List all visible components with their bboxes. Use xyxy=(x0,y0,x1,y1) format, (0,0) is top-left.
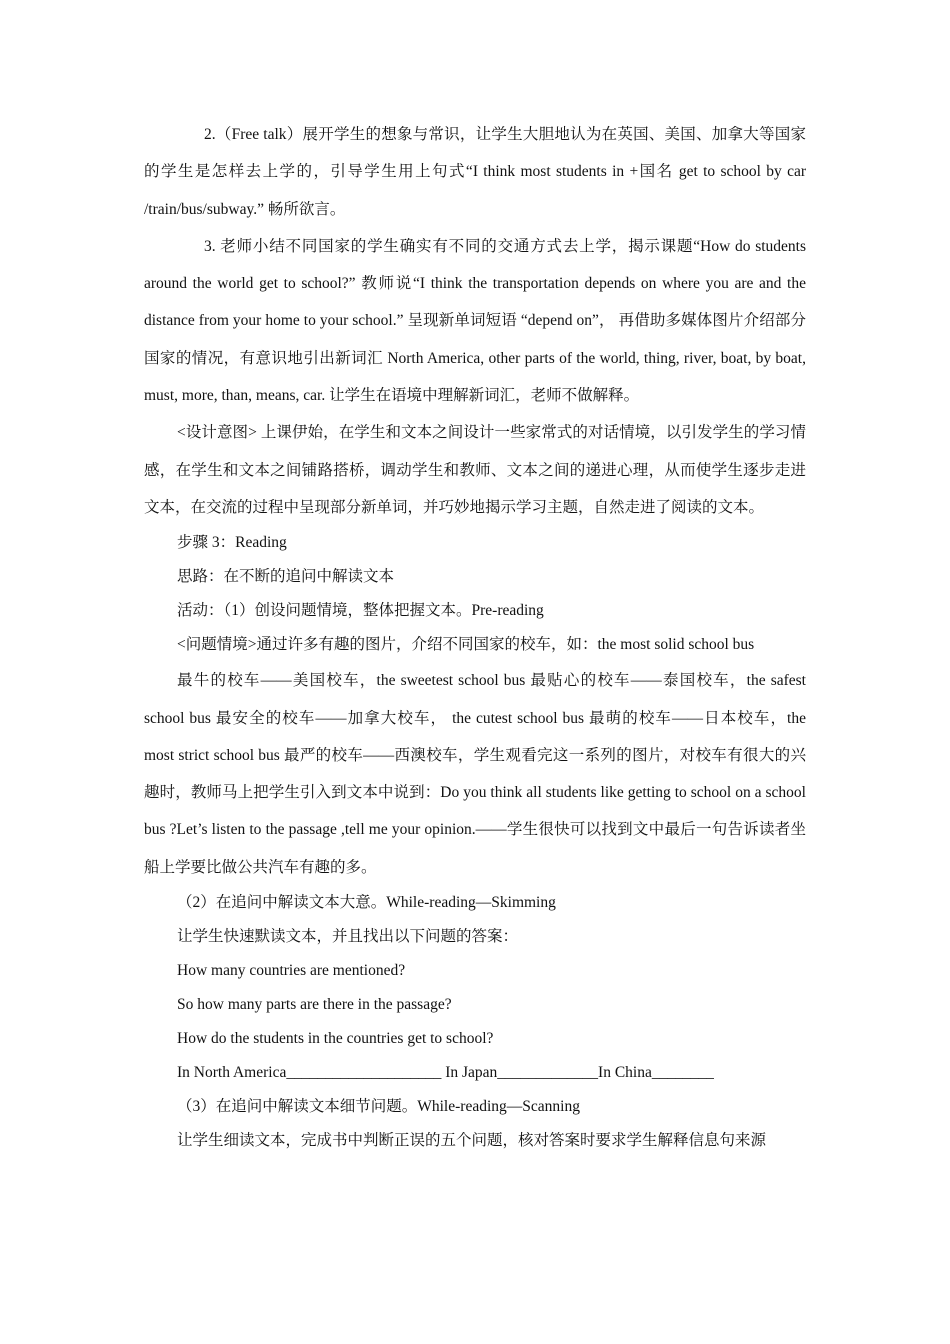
paragraph-design-intent: <设计意图> 上课伊始，在学生和文本之间设计一些家常式的对话情境，以引发学生的学习情感，在学生和文本之间铺路搭桥，调动学生和教师、文本之间的递进心理，从而使学生逐步走进文本，在交流的过程中呈现部分新单词，并巧妙地揭示学习主题，自然走进了阅读的文本。 xyxy=(144,424,806,516)
activity-pre-reading: 活动：（1）创设问题情境，整体把握文本。Pre-reading xyxy=(177,602,544,620)
question-countries: How many countries are mentioned? xyxy=(177,962,406,980)
activity-scanning: （3）在追问中解读文本细节问题。While-reading—Scanning xyxy=(177,1098,580,1116)
document-body xyxy=(144,116,806,1158)
paragraph-free-talk: 2.（Free talk）展开学生的想象与常识，让学生大胆地认为在英国、美国、加拿大等国家的学生是怎样去上学的，引导学生用上句式“I think most students in +国名 get to school by car /train/bus/subway.” 畅所欲言。 xyxy=(144,126,806,218)
step-3-heading: 步骤 3：Reading xyxy=(177,534,287,552)
answer-blanks: In North America____________________ In Japan_____________In China________ xyxy=(177,1064,714,1082)
approach-line: 思路：在不断的追问中解读文本 xyxy=(177,568,395,586)
skimming-instruction: 让学生快速默读文本，并且找出以下问题的答案： xyxy=(177,928,519,946)
activity-skimming: （2）在追问中解读文本大意。While-reading—Skimming xyxy=(177,894,556,912)
problem-situation-intro: <问题情境>通过许多有趣的图片，介绍不同国家的校车，如：the most solid school bus xyxy=(177,636,755,654)
question-transport: How do the students in the countries get to school? xyxy=(177,1030,494,1048)
paragraph-topic-reveal: 3. 老师小结不同国家的学生确实有不同的交通方式去上学，揭示课题“How do students around the world get to school?” 教师说“I think the transportation depends on where you are and the distance from your home to your school.” 呈现新单词短语 “depend on”， 再借助多媒体图片介绍部分国家的情况，有意识地引出新词汇 North America, other parts of the world, thing, river, boat, by boat, must, more, than, means, car. 让学生在语境中理解新词汇，老师不做解释。 xyxy=(144,237,806,405)
question-parts: So how many parts are there in the passage? xyxy=(177,996,452,1014)
paragraph-school-buses: 最牛的校车——美国校车，the sweetest school bus 最贴心的校车——泰国校车，the safest school bus 最安全的校车——加拿大校车， the cutest school bus 最萌的校车——日本校车，the most strict school bus 最严的校车——西澳校车，学生观看完这一系列的图片，对校车有很大的兴趣时，教师马上把学生引入到文本中说到：Do you think all students like getting to school on a school bus ?Let’s listen to the passage ,tell me your opinion.——学生很快可以找到文中最后一句告诉读者坐船上学要比做公共汽车有趣的多。 xyxy=(144,672,806,876)
scanning-instruction: 让学生细读文本，完成书中判断正误的五个问题，核对答案时要求学生解释信息句来源 xyxy=(177,1132,767,1150)
